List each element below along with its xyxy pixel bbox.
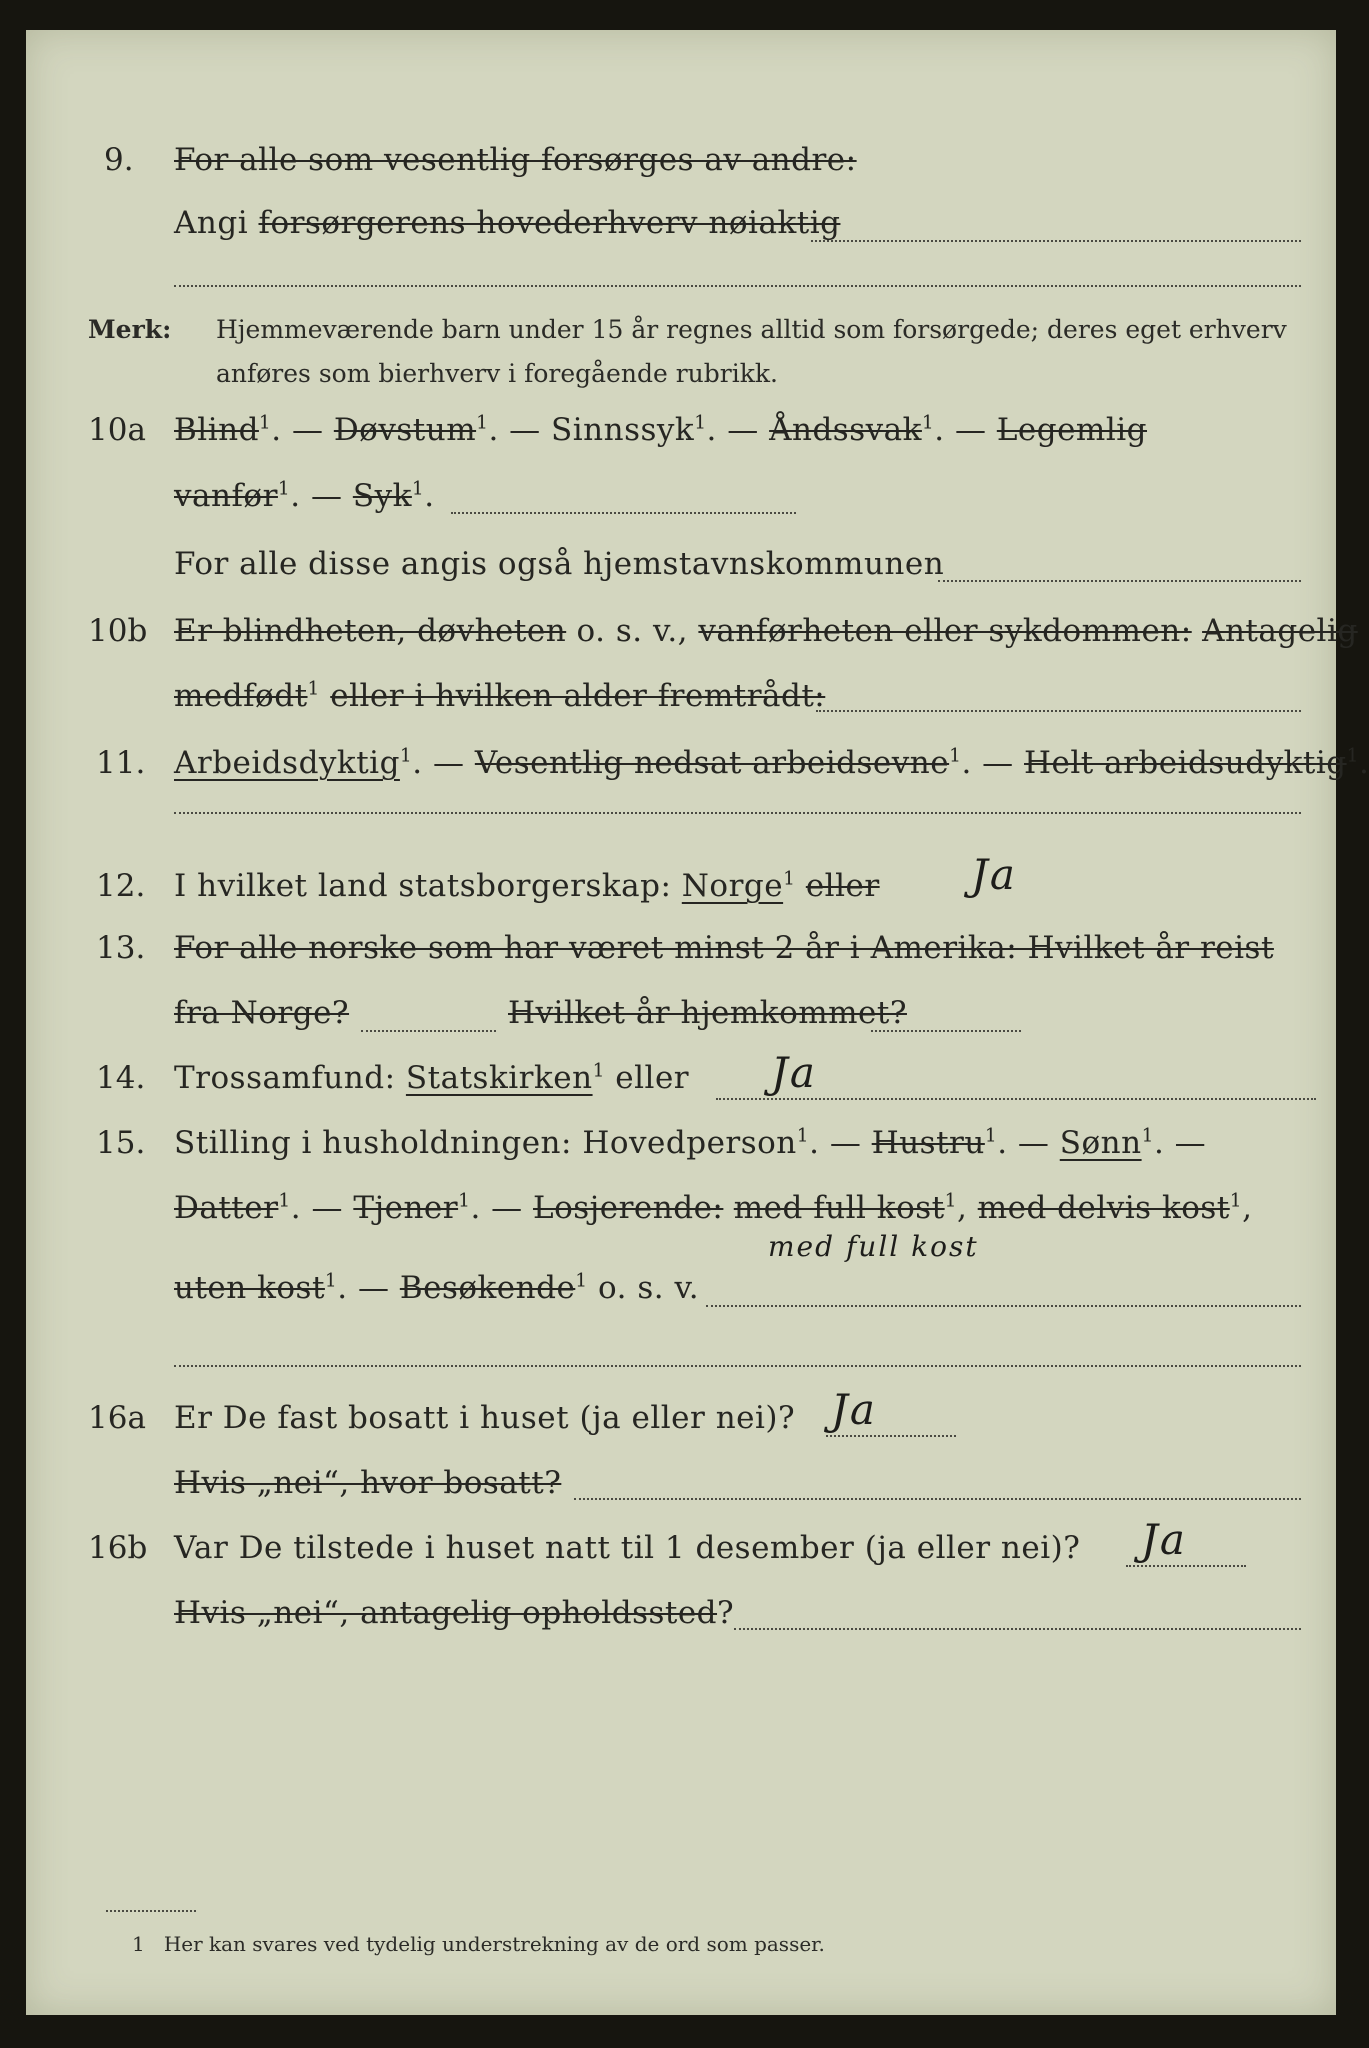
q14-statskirken: Statskirken xyxy=(405,1060,593,1096)
q14-label: Trossamfund: xyxy=(174,1060,396,1096)
sup: 1 xyxy=(324,1270,338,1292)
sup: 1 xyxy=(1141,1125,1154,1147)
sup: 1 xyxy=(921,412,935,434)
q9-number: 9. xyxy=(104,142,134,178)
q10a-line2: vanfør$^1$. — Syk$^1$. xyxy=(174,478,435,514)
q9-forsorgerens: forsørgerens hovederhverv nøiaktig xyxy=(258,205,841,241)
q9-answer-line2 xyxy=(174,285,1301,287)
q13-number: 13. xyxy=(96,930,146,966)
sup: 1 xyxy=(307,678,320,700)
sup: 1 xyxy=(949,745,962,767)
q10a-number: 10a xyxy=(88,412,146,448)
q10b-er: Er blindheten, døvheten xyxy=(174,613,567,649)
sup: 1 xyxy=(1346,745,1359,767)
q15-line3: uten kost$^1$. — Besøkende$^1$ o. s. v. xyxy=(174,1270,700,1306)
q15-datter: Datter xyxy=(174,1190,279,1226)
q13-hjem-line xyxy=(871,1030,1021,1032)
q10a-sinnssyk: Sinnssyk xyxy=(551,412,695,448)
q10a-andssvak: Åndssvak xyxy=(769,412,922,448)
q12-norge: Norge xyxy=(681,868,784,904)
q10a-vanfor: vanfør xyxy=(174,478,278,514)
q16a-answer-line xyxy=(826,1435,956,1437)
sup: 1 xyxy=(476,412,489,434)
q10b-vanfor: vanførheten eller sykdommen: xyxy=(698,613,1192,649)
footnote-text: Her kan svares ved tydelig understrekning av de ord som passer. xyxy=(163,1932,825,1956)
q15-handwritten: med full kost xyxy=(768,1230,979,1263)
q11-answer-line xyxy=(174,812,1301,814)
sup: 1 xyxy=(575,1270,588,1292)
sup: 1 xyxy=(783,868,796,890)
q16b-line2: Hvis „nei“, antagelig opholdssted? xyxy=(174,1595,735,1631)
q14-line xyxy=(174,1060,689,1096)
q13-reist-line xyxy=(361,1030,496,1032)
merk-text-line2: anføres som bierhverv i foregående rubrikk. xyxy=(216,359,778,388)
q14-answer-line xyxy=(716,1098,1316,1100)
q15-tjener: Tjener xyxy=(353,1190,459,1226)
q10b-answer-line xyxy=(816,710,1301,712)
q10a-answer-line xyxy=(451,512,796,514)
q15-delvis: med delvis kost xyxy=(977,1190,1230,1226)
footnote xyxy=(132,1932,825,1956)
q16b-number: 16b xyxy=(88,1530,148,1566)
q12-number: 12. xyxy=(96,868,146,904)
sup: 1 xyxy=(944,1190,957,1212)
merk-note xyxy=(88,308,171,352)
q16a-bosatt-line xyxy=(574,1498,1301,1500)
q13-line1: For alle norske som har været minst 2 år i Amerika: Hvilket år reist xyxy=(174,930,1274,966)
q10b-eller: eller i hvilken alder fremtrådt: xyxy=(330,678,826,714)
q10a-dovstum: Døvstum xyxy=(333,412,477,448)
q15-label: Stilling i husholdningen: xyxy=(174,1125,572,1161)
sup: 1 xyxy=(984,1125,998,1147)
q10b-osv: o. s. v., xyxy=(576,613,689,649)
q14-eller: eller xyxy=(615,1060,690,1096)
q16a-line2: Hvis „nei“, hvor bosatt? xyxy=(174,1465,562,1501)
q15-besokende: Besøkende xyxy=(399,1270,576,1306)
q11-udyktig: Helt arbeidsudyktig xyxy=(1024,745,1347,781)
q16a-answer: Ja xyxy=(831,1385,877,1434)
merk-label: Merk: xyxy=(88,315,172,344)
q15-hovedperson: Hovedperson xyxy=(582,1125,797,1161)
q9-line2 xyxy=(174,205,840,241)
q14-answer: Ja xyxy=(771,1048,817,1097)
q11-number: 11. xyxy=(96,745,146,781)
q13-line2b: Hvilket år hjemkommet? xyxy=(508,995,907,1031)
q16a-number: 16a xyxy=(88,1400,146,1436)
q10a-syk: Syk xyxy=(352,478,412,514)
q11-nedsat: Vesentlig nedsat arbeidsevne xyxy=(474,745,950,781)
q11-line: Arbeidsdyktig$^1$. — Vesentlig nedsat arbeidsevne$^1$. — Helt arbeidsudyktig$^1$. xyxy=(174,745,1369,781)
q15-utenkost: uten kost xyxy=(174,1270,325,1306)
sup: 1 xyxy=(258,412,272,434)
q16b-answer: Ja xyxy=(1141,1515,1187,1564)
q15-hustru: Hustru xyxy=(871,1125,985,1161)
footnote-mark: 1 xyxy=(132,1932,145,1956)
q10a-legemlig: Legemlig xyxy=(996,412,1148,448)
q10a-line1: Blind$^1$. — Døvstum$^1$. — Sinnssyk$^1$. — Åndssvak$^1$. — Legemlig xyxy=(174,412,1148,448)
q13-line2a: fra Norge? xyxy=(174,995,350,1031)
q10b-antagelig: Antagelig xyxy=(1202,613,1358,649)
census-form-page xyxy=(26,30,1369,2015)
sup: 1 xyxy=(399,745,413,767)
q15-sonn: Sønn xyxy=(1059,1125,1142,1161)
q14-number: 14. xyxy=(96,1060,146,1096)
q9-angi: Angi xyxy=(174,205,249,241)
merk-text-line1: Hjemmeværende barn under 15 år regnes alltid som forsørgede; deres eget erhverv xyxy=(216,315,1287,344)
q15-line1: Stilling i husholdningen: Hovedperson$^1$. — Hustru$^1$. — Sønn$^1$. — xyxy=(174,1125,1207,1161)
sup: 1 xyxy=(694,412,707,434)
q10b-line2 xyxy=(174,678,825,714)
q16a-line1: Er De fast bosatt i huset (ja eller nei)? xyxy=(174,1400,796,1436)
sup: 1 xyxy=(278,1190,291,1212)
q12-text: I hvilket land statsborgerskap: xyxy=(174,868,672,904)
q12-line xyxy=(174,868,880,904)
q15-answer-line2 xyxy=(174,1365,1301,1367)
q15-losjerende: Losjerende: xyxy=(533,1190,724,1226)
sup: 1 xyxy=(277,478,291,500)
q15-answer-line xyxy=(706,1305,1301,1307)
sup: 1 xyxy=(592,1060,605,1082)
q16b-answer-line xyxy=(1126,1565,1246,1567)
q15-line2: Datter$^1$. — Tjener$^1$. — Losjerende: med full kost$^1$, med delvis kost$^1$, xyxy=(174,1190,1253,1226)
q16b-opholdssted-line xyxy=(734,1628,1301,1630)
q16b-opholdssted: Hvis „nei“, antagelig opholdssted xyxy=(174,1595,718,1631)
q9-line1: For alle som vesentlig forsørges av andre: xyxy=(174,142,857,178)
q15-fullkost: med full kost xyxy=(733,1190,945,1226)
q10b-number: 10b xyxy=(88,613,148,649)
sup: 1 xyxy=(458,1190,471,1212)
sup: 1 xyxy=(796,1125,810,1147)
q15-number: 15. xyxy=(96,1125,146,1161)
q10b-medfodt: medfødt xyxy=(174,678,308,714)
q12-answer: Ja xyxy=(971,850,1017,899)
q12-eller: eller xyxy=(805,868,880,904)
sup: 1 xyxy=(411,478,425,500)
q10b-line1 xyxy=(174,613,1358,649)
q10a-line3: For alle disse angis også hjemstavnskommunen xyxy=(174,546,945,582)
q9-answer-line xyxy=(811,240,1301,242)
q16b-line1: Var De tilstede i huset natt til 1 desember (ja eller nei)? xyxy=(174,1530,1081,1566)
q11-arbeidsdyktig: Arbeidsdyktig xyxy=(174,745,400,781)
q15-osv: o. s. v. xyxy=(598,1270,700,1306)
merk-text xyxy=(216,308,1287,396)
sup: 1 xyxy=(1229,1190,1243,1212)
footnote-rule xyxy=(106,1910,196,1912)
q10a-blind: Blind xyxy=(174,412,259,448)
q10a-kommune-line xyxy=(938,580,1301,582)
